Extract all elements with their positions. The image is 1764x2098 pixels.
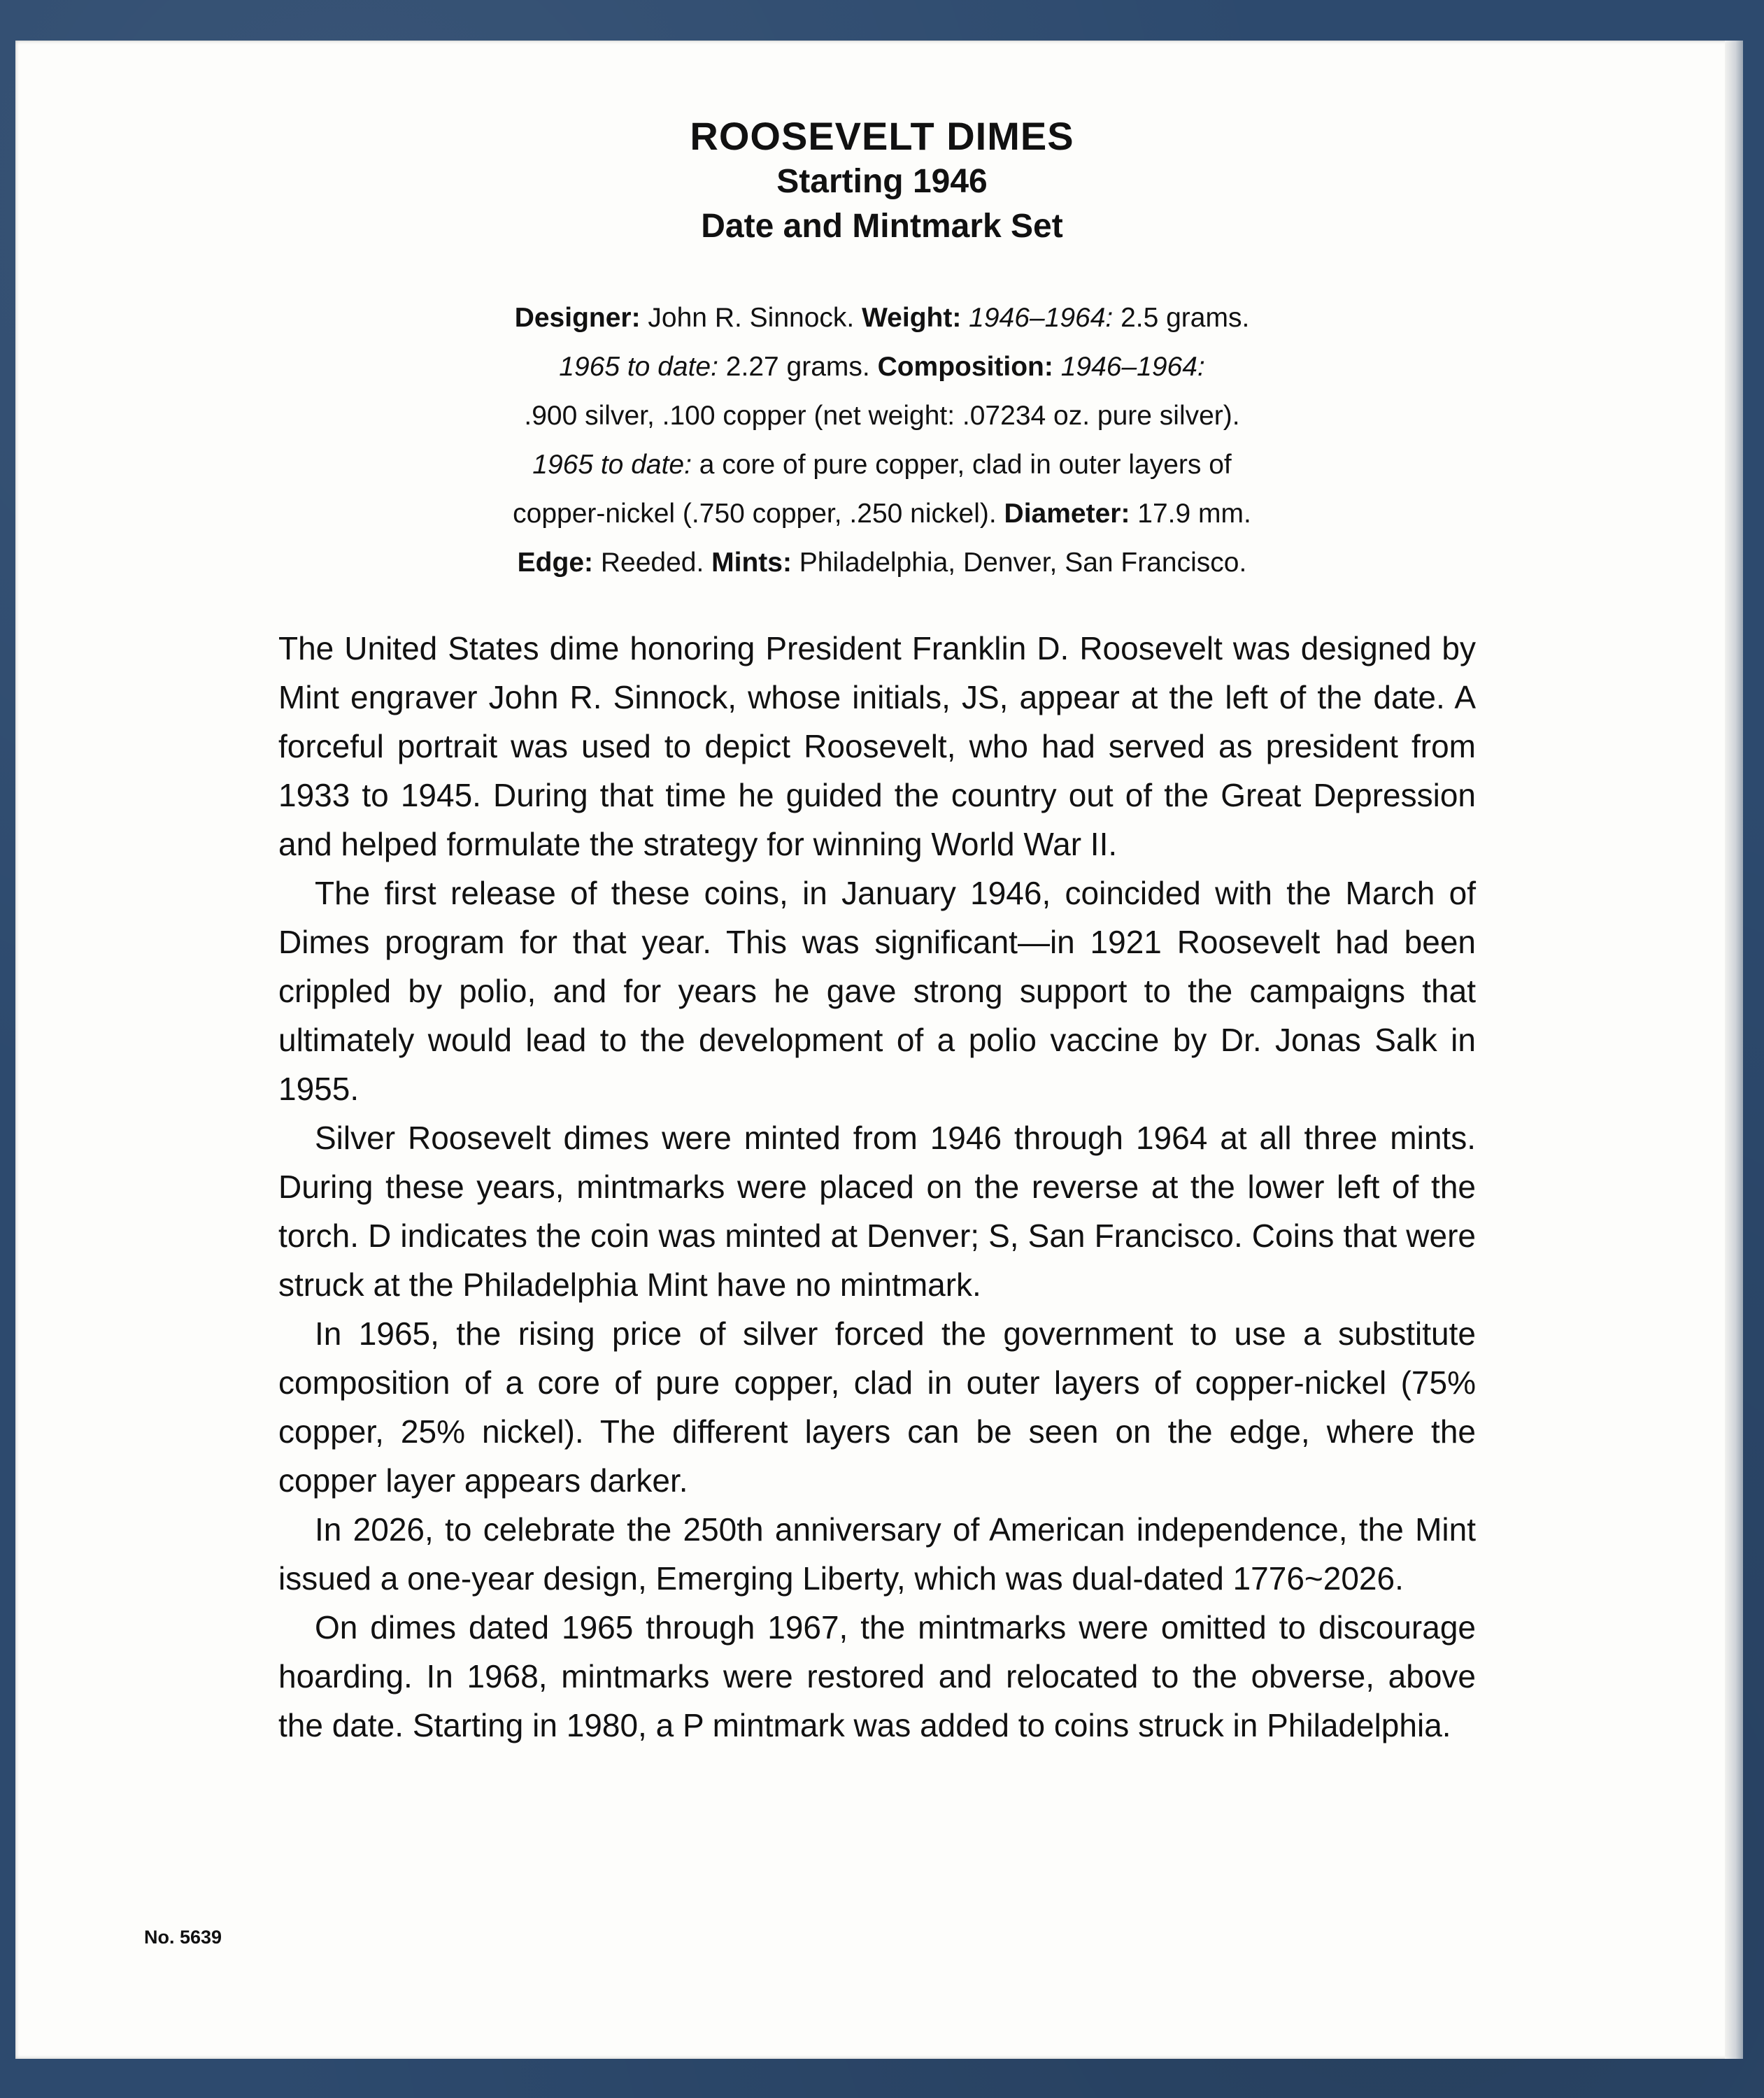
composition-period-1: 1946–1964: <box>1053 352 1205 382</box>
composition-value-2a: a core of pure copper, clad in outer layers of <box>691 450 1232 480</box>
designer-value: John R. Sinnock. <box>640 303 862 333</box>
page-subtitle-start-year: Starting 1946 <box>776 163 988 200</box>
weight-value-2: 2.27 grams. <box>718 352 878 382</box>
edge-label: Edge: <box>517 548 594 578</box>
catalog-number: No. 5639 <box>144 1927 222 1948</box>
weight-period-1: 1946–1964: <box>961 303 1114 333</box>
mints-label: Mints: <box>711 548 792 578</box>
coin-specifications <box>0 294 1764 587</box>
diameter-value: 17.9 mm. <box>1130 499 1251 529</box>
page-title: ROOSEVELT DIMES <box>690 114 1074 158</box>
composition-value-1: .900 silver, .100 copper (net weight: .07234 oz. pure silver). <box>524 401 1240 431</box>
composition-label: Composition: <box>877 352 1053 382</box>
body-paragraph: In 2026, to celebrate the 250th anniversary of American independence, the Mint issued a one-year design, Emerging Liberty, which was dual-dated 1776~2026. <box>278 1511 1476 1597</box>
body-paragraph: In 1965, the rising price of silver forced the government to use a substitute composition of a core of pure copper, clad in outer layers of copper-nickel (75% copper, 25% nickel). The different layers can be seen on the edge, where the copper layer appears darker. <box>278 1315 1476 1499</box>
specs-line-2 <box>0 343 1764 392</box>
designer-label: Designer: <box>514 303 641 333</box>
body-paragraph: The first release of these coins, in January 1946, coincided with the March of Dimes program for that year. This was significant—in 1921 Roosevelt had been crippled by polio, and for years he gave strong support to the campaigns that ultimately would lead to the development of a polio vaccine by Dr. Jonas Salk in 1955. <box>278 875 1476 1107</box>
composition-period-2: 1965 to date: <box>532 450 692 480</box>
weight-value-1: 2.5 grams. <box>1113 303 1250 333</box>
specs-line-6 <box>0 538 1764 587</box>
specs-line-5 <box>0 490 1764 538</box>
weight-label: Weight: <box>862 303 962 333</box>
mints-value: Philadelphia, Denver, San Francisco. <box>791 548 1247 578</box>
composition-value-2b: copper-nickel (.750 copper, .250 nickel). <box>513 499 1004 529</box>
edge-value: Reeded. <box>593 548 712 578</box>
body-paragraph: Silver Roosevelt dimes were minted from 1946 through 1964 at all three mints. During these years, mintmarks were placed on the reverse at the lower left of the torch. D indicates the coin was minted at Denver; S, San Francisco. Coins that were struck at the Philadelphia Mint have no mintmark. <box>278 1120 1476 1303</box>
body-paragraph: On dimes dated 1965 through 1967, the mintmarks were omitted to discourage hoarding. In 1968, mintmarks were restored and relocated to the obverse, above the date. Starting in 1980, a P mintmark was added to coins struck in Philadelphia. <box>278 1609 1476 1743</box>
specs-line-1 <box>0 294 1764 343</box>
specs-line-3 <box>0 392 1764 441</box>
specs-line-4 <box>0 441 1764 490</box>
page-header <box>0 113 1764 249</box>
description-body <box>278 624 1476 1750</box>
diameter-label: Diameter: <box>1004 499 1130 529</box>
body-paragraph: The United States dime honoring President Franklin D. Roosevelt was designed by Mint engraver John R. Sinnock, whose initials, JS, appear at the left of the date. A forceful portrait was used to depict Roosevelt, who had served as president from 1933 to 1945. During that time he guided the country out of the Great Depression and helped formulate the strategy for winning World War II. <box>278 630 1476 862</box>
weight-period-2: 1965 to date: <box>559 352 718 382</box>
page-subtitle-set-type: Date and Mintmark Set <box>701 208 1063 245</box>
